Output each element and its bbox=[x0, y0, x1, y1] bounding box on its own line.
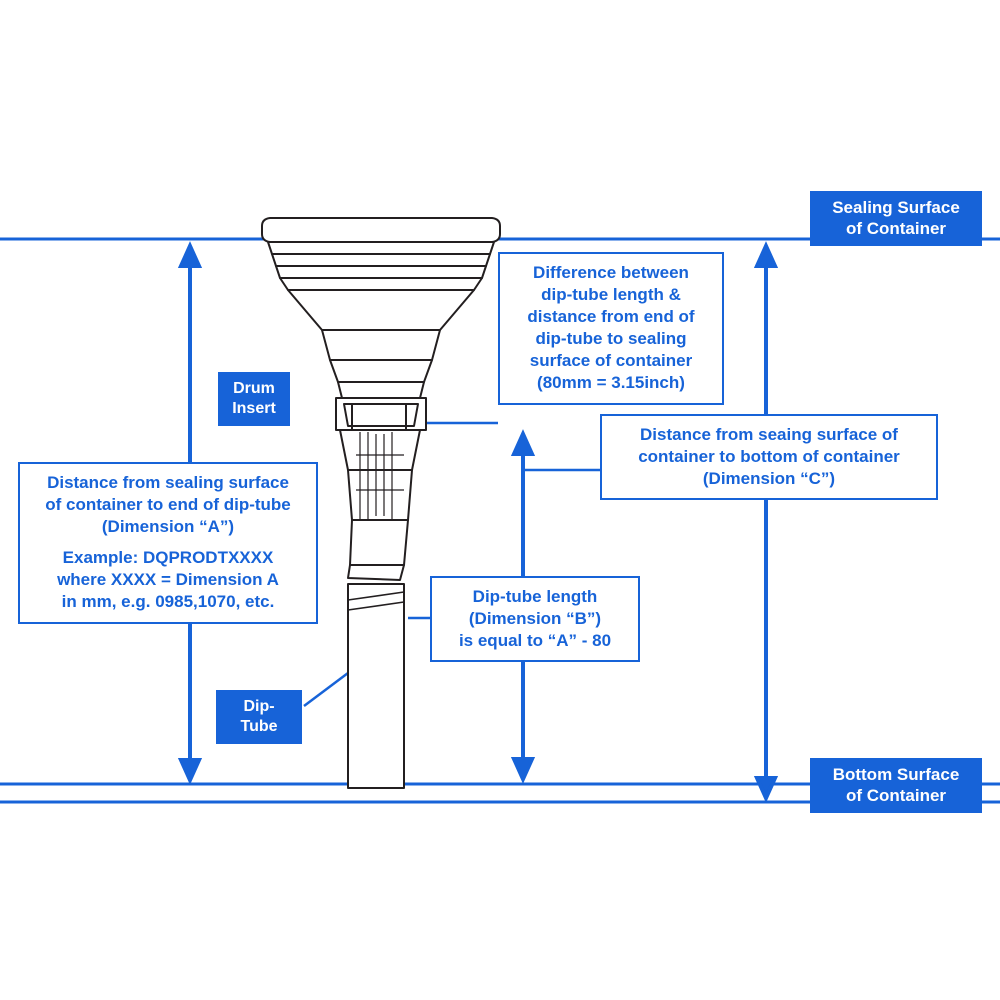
label-drum-insert-line2: Insert bbox=[232, 400, 276, 417]
label-bottom-surface-line1: Bottom Surface bbox=[832, 765, 960, 784]
callout-diff-line1: Difference between bbox=[533, 263, 689, 282]
callout-diff-line6-pre: (80mm = bbox=[537, 373, 612, 393]
callout-b-line3: is equal to “A” - 80 bbox=[458, 631, 612, 651]
callout-a-example-line3 bbox=[30, 591, 306, 613]
callout-a-line2: of container to end of dip-tube bbox=[45, 495, 291, 515]
callout-c-line2: container to bottom of container bbox=[638, 447, 900, 467]
label-sealing-surface-line1: Sealing Surface bbox=[832, 198, 960, 217]
dimension-c-arrow bbox=[757, 246, 775, 798]
callout-diff-line6-bold: 3.15inch bbox=[611, 373, 680, 393]
callout-difference bbox=[498, 252, 724, 405]
label-sealing-surface bbox=[810, 191, 982, 246]
callout-a-example-line3-pre: in mm, e.g. bbox=[61, 592, 156, 612]
callout-diff-line3: distance from end of bbox=[527, 307, 695, 327]
callout-b-line2: (Dimension “B”) bbox=[468, 609, 602, 629]
callout-dimension-a bbox=[18, 462, 318, 624]
callout-diff-line2: dip-tube length & bbox=[541, 285, 681, 305]
callout-a-example-line1 bbox=[30, 547, 306, 569]
label-bottom-surface-line2: of Container bbox=[845, 786, 947, 806]
callout-b-line1: Dip-tube length bbox=[472, 587, 598, 606]
callout-dimension-c bbox=[600, 414, 938, 500]
callout-a-example-prefix: Example: DQPRODT bbox=[62, 548, 228, 568]
label-drum-insert-line1: Drum bbox=[233, 380, 275, 397]
callout-a-example-line3-post: , etc. bbox=[235, 592, 275, 612]
callout-diff-line4: dip-tube to sealing bbox=[535, 329, 687, 349]
label-dip-tube-line1: Dip- bbox=[243, 698, 275, 715]
callout-a-example-line3-bold: 0985,1070 bbox=[155, 592, 236, 612]
callout-diff-line6-post: ) bbox=[679, 373, 685, 393]
callout-a-spacer bbox=[30, 538, 306, 547]
callout-c-line1: Distance from seaing surface of bbox=[640, 425, 898, 444]
callout-a-line3: (Dimension “A”) bbox=[101, 517, 235, 537]
callout-a-example-line2: where XXXX = Dimension A bbox=[57, 570, 279, 590]
label-dip-tube bbox=[216, 690, 302, 744]
callout-dimension-b bbox=[430, 576, 640, 662]
callout-c-line3: (Dimension “C”) bbox=[702, 469, 836, 489]
callout-a-line1: Distance from sealing surface bbox=[47, 473, 289, 492]
label-dip-tube-line2: Tube bbox=[240, 718, 278, 735]
callout-a-example-bold: XXXX bbox=[227, 548, 274, 568]
label-bottom-surface bbox=[810, 758, 982, 813]
label-drum-insert bbox=[218, 372, 290, 426]
label-sealing-surface-line2: of Container bbox=[845, 219, 947, 239]
callout-diff-line5: surface of container bbox=[529, 351, 693, 371]
callout-diff-line6 bbox=[510, 372, 712, 394]
